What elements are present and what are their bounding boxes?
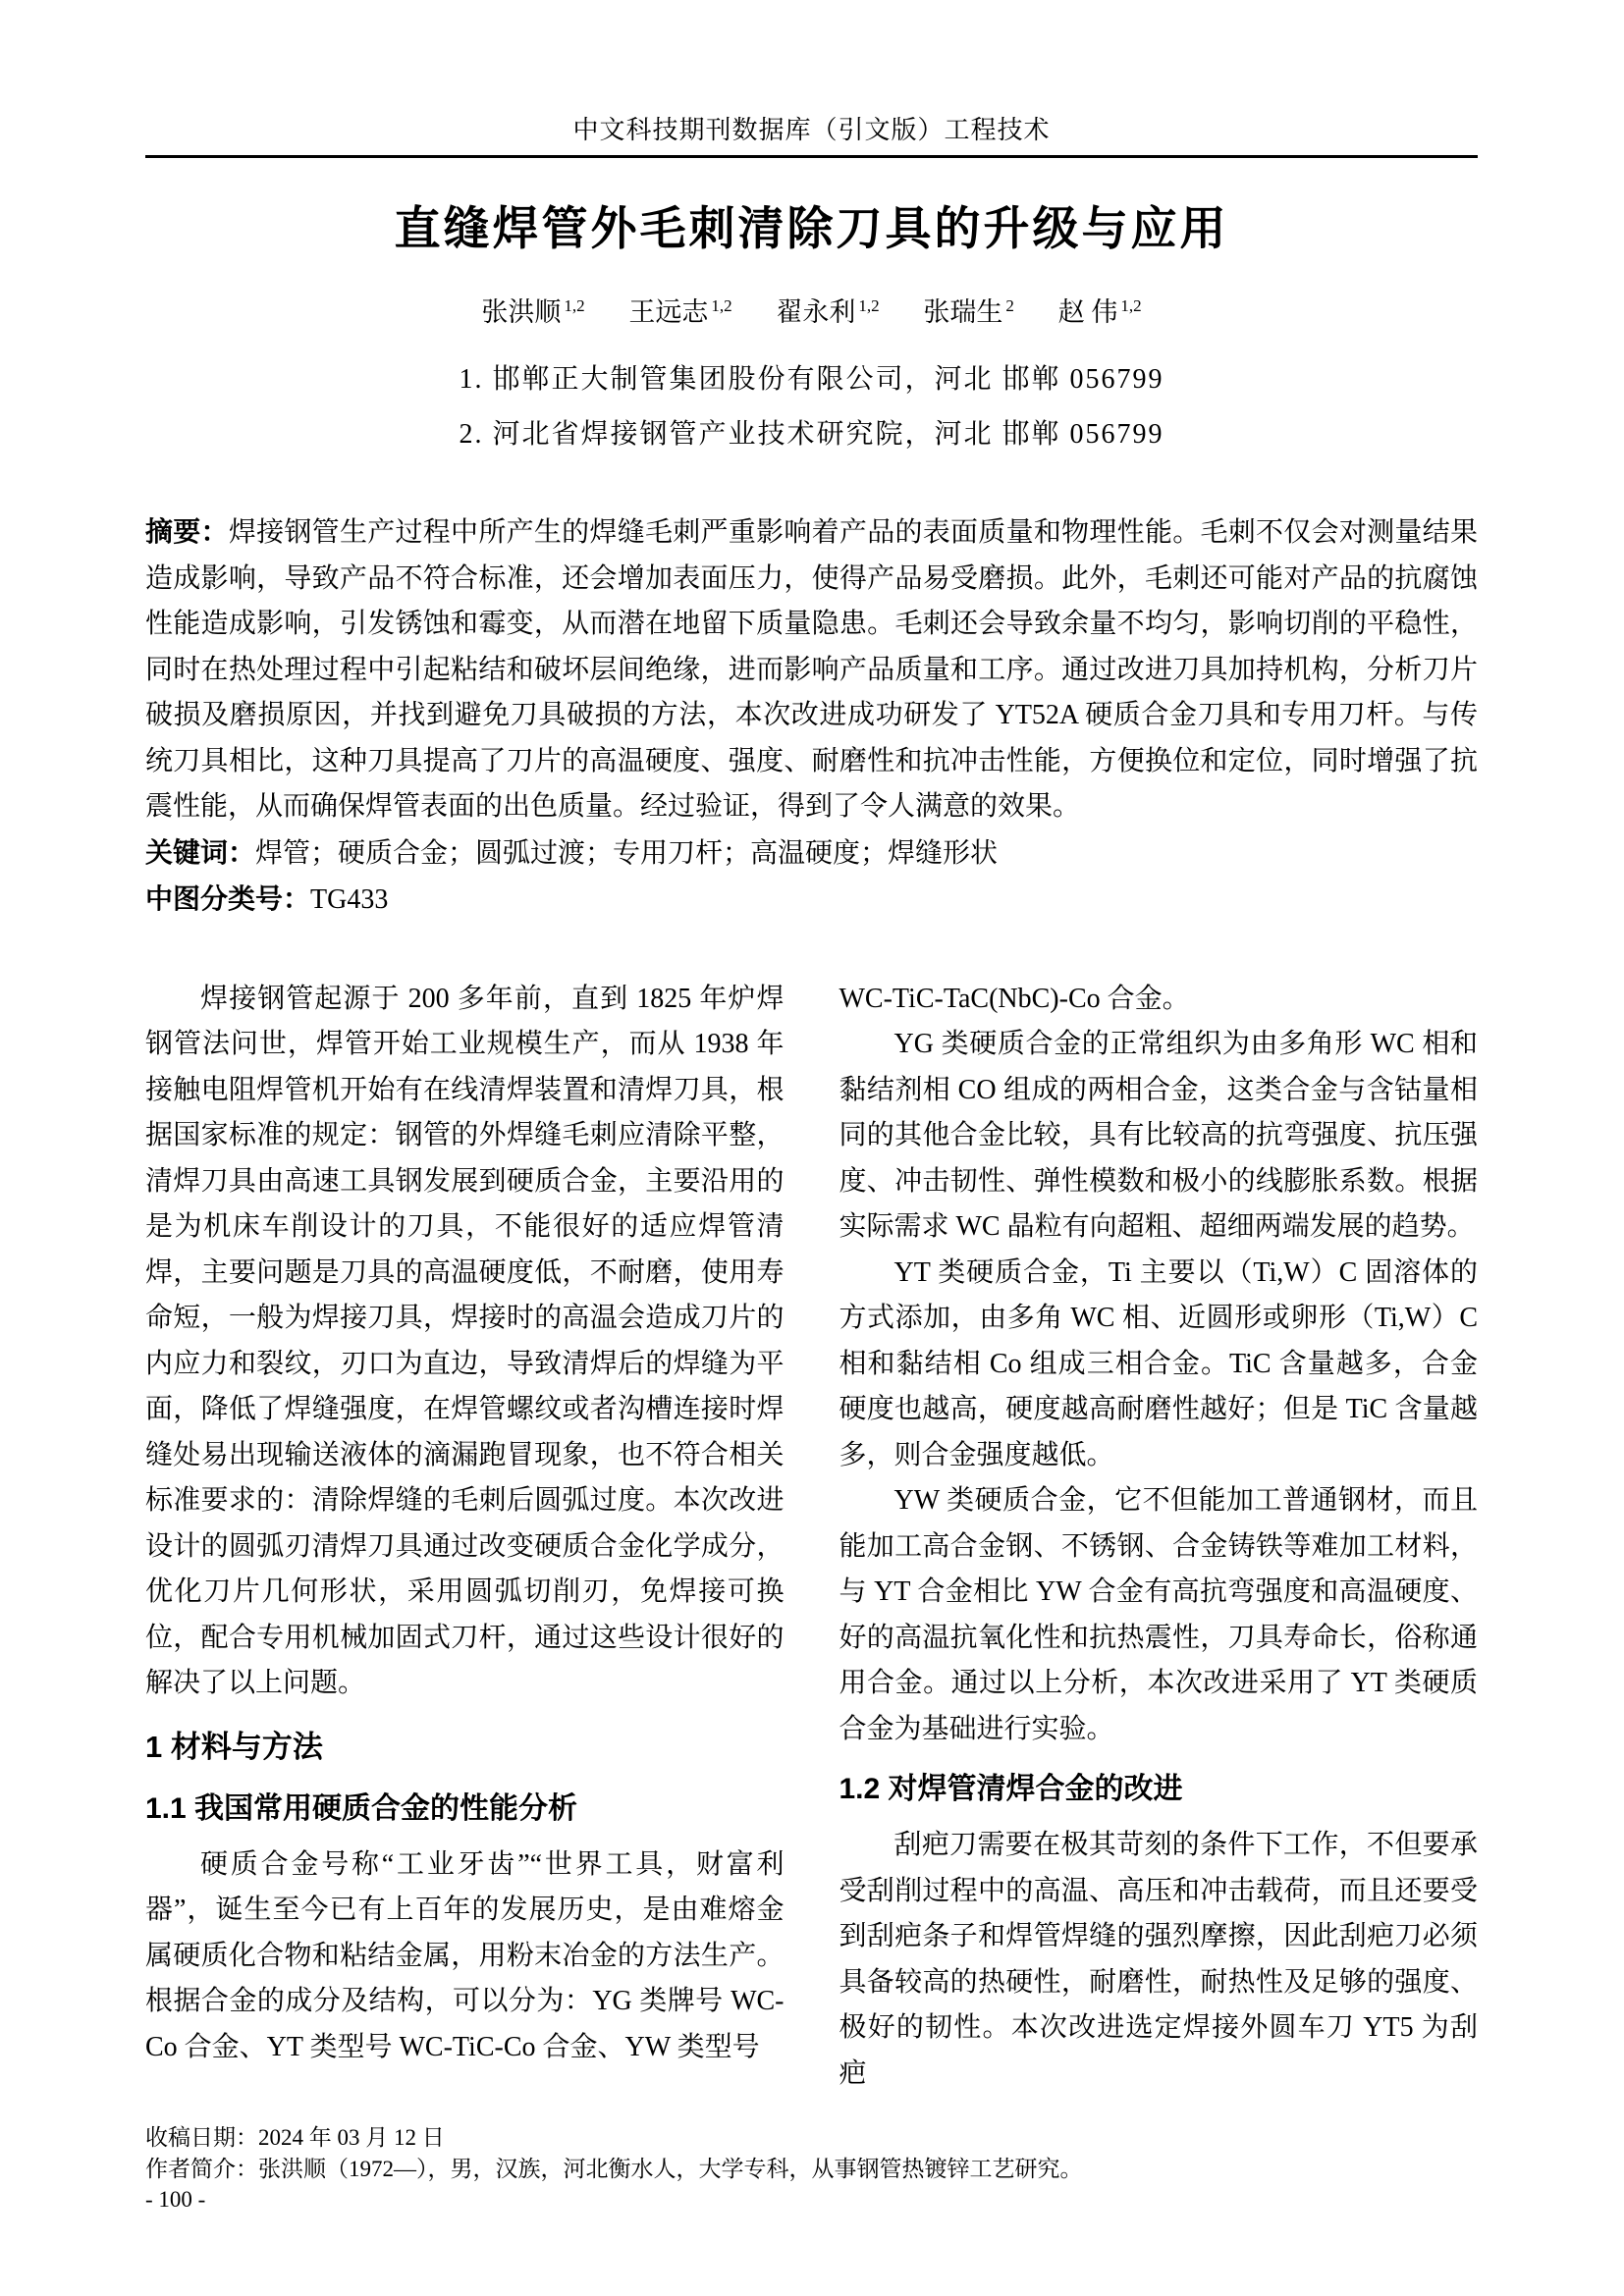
body-paragraph: 刮疤刀需要在极其苛刻的条件下工作，不但要承受刮削过程中的高温、高压和冲击载荷，而且还要受到刮疤条子和焊管焊缝的强烈摩擦，因此刮疤刀必须具备较高的热硬性，耐磨性，耐热性及足够的强度、极好的韧性。本次改进选定焊接外圆车刀 YT5 为刮疤: [839, 1830, 1478, 2089]
section-heading-1: 1 材料与方法: [145, 1729, 323, 1764]
clc-value: TG433: [310, 884, 389, 915]
author-name: 赵 伟: [1057, 297, 1118, 327]
body-paragraph: 焊接钢管起源于 200 多年前，直到 1825 年炉焊钢管法问世，焊管开始工业规模生产，而从 1938 年接触电阻焊管机开始有在线清焊装置和清焊刀具，根据国家标准的规定：钢管的外焊缝毛刺应清除平整，清焊刀具由高速工具钢发展到硬质合金，主要沿用的是为机床车削设计的刀具，不能很好的适应焊管清焊，主要问题是刀具的高温硬度低，不耐磨，使用寿命短，一般为焊接刀具，焊接时的高温会造成刀片的内应力和裂纹，刃口为直边，导致清焊后的焊缝为平面，降低了焊缝强度，在焊管螺纹或者沟槽连接时焊缝处易出现输送液体的滴漏跑冒现象，也不符合相关标准要求的：清除焊缝的毛刺后圆弧过度。本次改进设计的圆弧刃清焊刀具通过改变硬质合金化学成分，优化刀片几何形状，采用圆弧切削刃，免焊接可换位，配合专用机械加固式刀杆，通过这些设计很好的解决了以上问题。: [145, 983, 785, 1698]
author-affiliation-sup: 2: [1005, 296, 1014, 315]
author-affiliation-sup: 1,2: [858, 296, 880, 315]
author-name: 王远志: [628, 297, 709, 327]
page-footer: [145, 2122, 1478, 2216]
affiliation: 2. 河北省焊接钢管产业技术研究院，河北 邯郸 056799: [459, 419, 1164, 450]
author-list: [145, 290, 1478, 329]
page-number: - 100 -: [145, 2187, 206, 2212]
author-name: 张洪顺: [481, 297, 562, 327]
affiliation: 1. 邯郸正大制管集团股份有限公司，河北 邯郸 056799: [459, 364, 1164, 395]
author-affiliation-sup: 1,2: [711, 296, 732, 315]
author: [1058, 297, 1142, 327]
journal-header: 中文科技期刊数据库（引文版）工程技术: [572, 116, 1051, 144]
author: [628, 297, 731, 327]
body-paragraph: 硬质合金号称“工业牙齿”“世界工具，财富利器”，诞生至今已有上百年的发展历史，是由难熔金属硬质化合物和粘结金属，用粉末冶金的方法生产。根据合金的成分及结构，可以分为：YG 类牌号 WC-Co 合金、YT 类型号 WC-TiC-Co 合金、YW 类型号: [145, 1848, 785, 2062]
author-name: 翟永利: [776, 297, 856, 327]
author-bio: 作者简介：张洪顺（1972—），男，汉族，河北衡水人，大学专科，从事钢管热镀锌工艺研究。: [145, 2156, 1083, 2181]
clc-label: 中图分类号：: [145, 883, 311, 914]
left-column: [145, 977, 785, 2098]
clc-number: [145, 877, 1478, 924]
author-affiliation-sup: 1,2: [1120, 296, 1142, 315]
body-paragraph: YG 类硬质合金的正常组织为由多角形 WC 相和黏结剂相 CO 组成的两相合金，这类合金与含钴量相同的其他合金比较，具有比较高的抗弯强度、抗压强度、冲击韧性、弹性模数和极小的线膨胀系数。根据实际需求 WC 晶粒有向超粗、超细两端发展的趋势。: [839, 1029, 1478, 1242]
author-affiliation-sup: 1,2: [564, 296, 585, 315]
keywords: [145, 830, 1478, 878]
section-heading-1-1: 1.1 我国常用硬质合金的性能分析: [145, 1791, 578, 1825]
keywords-text: 焊管；硬质合金；圆弧过渡；专用刀杆；高温硬度；焊缝形状: [255, 837, 999, 869]
author-name: 张瑞生: [923, 297, 1003, 327]
author: [776, 297, 879, 327]
section-heading-1-2: 1.2 对焊管清焊合金的改进: [839, 1773, 1183, 1805]
two-column-body: [145, 977, 1478, 2098]
abstract: [145, 509, 1478, 830]
paper-title: 直缝焊管外毛刺清除刀具的升级与应用: [394, 202, 1229, 254]
abstract-text: 焊接钢管生产过程中所产生的焊缝毛刺严重影响着产品的表面质量和物理性能。毛刺不仅会对测量结果造成影响，导致产品不符合标准，还会增加表面压力，使得产品易受磨损。此外，毛刺还可能对产品的抗腐蚀性能造成影响，引发锈蚀和霉变，从而潜在地留下质量隐患。毛刺还会导致余量不均匀，影响切削的平稳性，同时在热处理过程中引起粘结和破坏层间绝缘，进而影响产品质量和工序。通过改进刀具加持机构，分析刀片破损及磨损原因，并找到避免刀具破损的方法，本次改进成功研发了 YT52A 硬质合金刀具和专用刀杆。与传统刀具相比，这种刀具提高了刀片的高温硬度、强度、耐磨性和抗冲击性能，方便换位和定位，同时增强了抗震性能，从而确保焊管表面的出色质量。经过验证，得到了令人满意的效果。: [145, 517, 1478, 822]
keywords-label: 关键词：: [145, 836, 256, 868]
author: [481, 297, 584, 327]
affiliation-list: [145, 352, 1478, 462]
abstract-label: 摘要：: [145, 516, 229, 547]
received-date: 收稿日期：2024 年 03 月 12 日: [145, 2125, 445, 2150]
author: [923, 297, 1014, 327]
right-column: [839, 977, 1479, 2098]
header-rule: [145, 155, 1478, 158]
body-paragraph: WC-TiC-TaC(NbC)-Co 合金。: [839, 983, 1190, 1014]
body-paragraph: YW 类硬质合金，它不但能加工普通钢材，而且能加工高合金钢、不锈钢、合金铸铁等难加工材料，与 YT 合金相比 YW 合金有高抗弯强度和高温硬度、好的高温抗氧化性和抗热震性，刀具寿命长，俗称通用合金。通过以上分析，本次改进采用了 YT 类硬质合金为基础进行实验。: [839, 1485, 1478, 1744]
body-paragraph: YT 类硬质合金，Ti 主要以（Ti,W）C 固溶体的方式添加，由多角 WC 相、近圆形或卵形（Ti,W）C 相和黏结相 Co 组成三相合金。TiC 含量越多，合金硬度也越高，硬度越高耐磨性越好；但是 TiC 含量越多，则合金强度越低。: [839, 1256, 1478, 1470]
